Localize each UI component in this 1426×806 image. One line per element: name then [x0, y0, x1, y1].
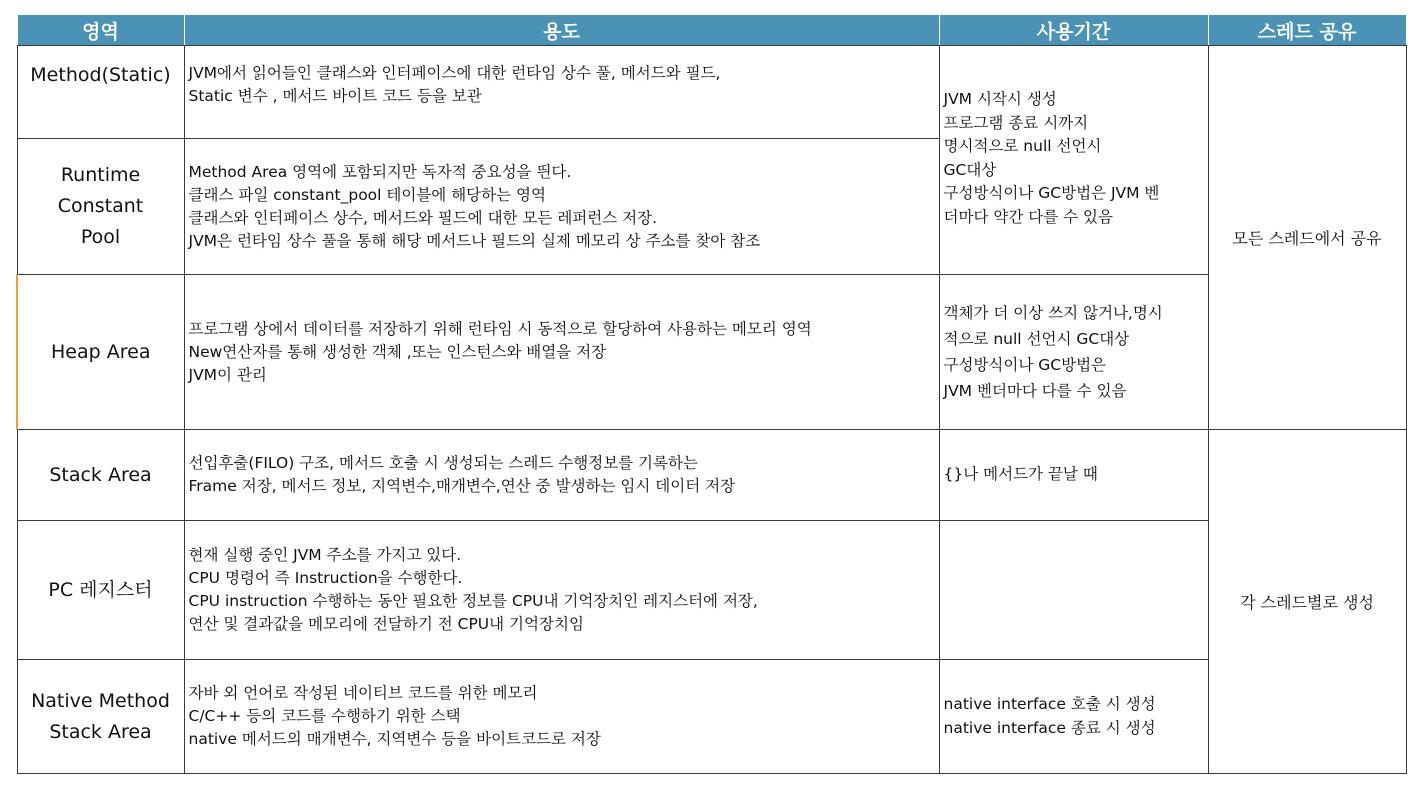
- usage-cell: [184, 46, 939, 139]
- area-label: Stack Area: [49, 463, 152, 486]
- period-cell: [939, 521, 1208, 660]
- usage-line: CPU 명령어 즉 Instruction을 수행한다.: [188, 569, 463, 587]
- usage-cell: [184, 275, 939, 430]
- area-cell: [17, 275, 184, 430]
- period-line: 명시적으로 null 선언시: [943, 137, 1102, 155]
- table-row-heap: [17, 275, 1406, 430]
- usage-line: native 메서드의 매개변수, 지역변수 등을 바이트코드로 저장: [188, 730, 601, 748]
- usage-cell: [184, 521, 939, 660]
- usage-line: 자바 외 언어로 작성된 네이티브 코드를 위한 메모리: [188, 684, 538, 702]
- table-row-pc-register: [17, 521, 1406, 660]
- usage-line: CPU instruction 수행하는 동안 필요한 정보를 CPU내 기억장치인 레지스터에 저장,: [188, 592, 758, 610]
- usage-line: 클래스와 인터페이스 상수, 메서드와 필드에 대한 모든 레퍼런스 저장.: [188, 208, 658, 227]
- usage-line: C/C++ 등의 코드를 수행하기 위한 스택: [188, 707, 461, 725]
- area-label: Stack Area: [49, 720, 152, 743]
- area-cell: [17, 46, 184, 139]
- table-row-method: [17, 46, 1406, 139]
- period-line: 구성방식이나 GC방법은: [943, 356, 1107, 374]
- period-line: JVM 시작시 생성: [943, 90, 1057, 108]
- area-cell: [17, 521, 184, 660]
- period-line: 적으로 null 선언시 GC대상: [943, 330, 1130, 348]
- usage-line: New연산자를 통해 생성한 객체 ,또는 인스턴스와 배열을 저장: [188, 342, 607, 361]
- table-row-stack: [17, 430, 1406, 521]
- period-line: 객체가 더 이상 쓰지 않거나,명시: [943, 304, 1163, 322]
- period-line: native interface 호출 시 생성: [943, 695, 1156, 713]
- header-usage: 용도: [184, 15, 939, 46]
- usage-cell: [184, 139, 939, 275]
- period-line: GC대상: [943, 160, 997, 179]
- usage-cell: [184, 430, 939, 521]
- table-row-native-method-stack: [17, 660, 1406, 774]
- area-label: Constant: [57, 195, 144, 217]
- period-cell: [939, 46, 1208, 275]
- usage-line: 프로그램 상에서 데이터를 저장하기 위해 런타임 시 동적으로 할당하여 사용하는 메모리 영역: [188, 319, 812, 338]
- usage-line: Frame 저장, 메서드 정보, 지역변수,매개변수,연산 중 발생하는 임시 데이터 저장: [188, 477, 736, 495]
- usage-line: JVM은 런타임 상수 풀을 통해 해당 메서드나 필드의 실제 메모리 상 주소를 찾아 참조: [188, 231, 761, 250]
- header-row: [17, 15, 1406, 46]
- jvm-memory-table: [16, 14, 1407, 774]
- area-label: Heap Area: [51, 340, 151, 363]
- header-share: 스레드 공유: [1208, 15, 1406, 46]
- period-line: 더마다 약간 다를 수 있음: [943, 207, 1113, 226]
- period-line: 구성방식이나 GC방법은 JVM 벤: [943, 184, 1160, 202]
- area-cell: [17, 430, 184, 521]
- area-label: Pool: [80, 226, 121, 248]
- period-line: JVM 벤더마다 다를 수 있음: [943, 382, 1127, 400]
- area-cell: [17, 139, 184, 275]
- usage-line: JVM에서 읽어들인 클래스와 인터페이스에 대한 런타임 상수 풀, 메서드와 필드,: [188, 64, 721, 82]
- period-line: 프로그램 종료 시까지: [943, 113, 1089, 132]
- usage-line: JVM이 관리: [188, 365, 267, 384]
- area-label: Runtime: [60, 164, 141, 186]
- area-cell: [17, 660, 184, 774]
- usage-line: Method Area 영역에 포함되지만 독자적 중요성을 띈다.: [188, 162, 572, 181]
- period-cell: [939, 660, 1208, 774]
- area-label: Method(Static): [30, 64, 171, 86]
- usage-line: 연산 및 결과값을 메모리에 전달하기 전 CPU내 기억장치임: [188, 615, 584, 633]
- share-cell: 모든 스레드에서 공유: [1208, 46, 1406, 430]
- area-label: PC 레지스터: [48, 578, 153, 601]
- usage-line: 클래스 파일 constant_pool 테이블에 해당하는 영역: [188, 185, 546, 204]
- period-cell: [939, 275, 1208, 430]
- usage-line: 현재 실행 중인 JVM 주소를 가지고 있다.: [188, 546, 462, 564]
- period-line: {}나 메서드가 끝날 때: [943, 465, 1098, 484]
- usage-cell: [184, 660, 939, 774]
- area-label: Native Method: [31, 689, 170, 712]
- usage-line: 선입후출(FILO) 구조, 메서드 호출 시 생성되는 스레드 수행정보를 기록하는: [188, 454, 698, 472]
- share-cell: 각 스레드별로 생성: [1208, 430, 1406, 774]
- usage-line: Static 변수 , 메서드 바이트 코드 등을 보관: [188, 87, 482, 105]
- period-line: native interface 종료 시 생성: [943, 718, 1156, 737]
- header-period: 사용기간: [939, 15, 1208, 46]
- header-area: 영역: [17, 15, 184, 46]
- period-cell: [939, 430, 1208, 521]
